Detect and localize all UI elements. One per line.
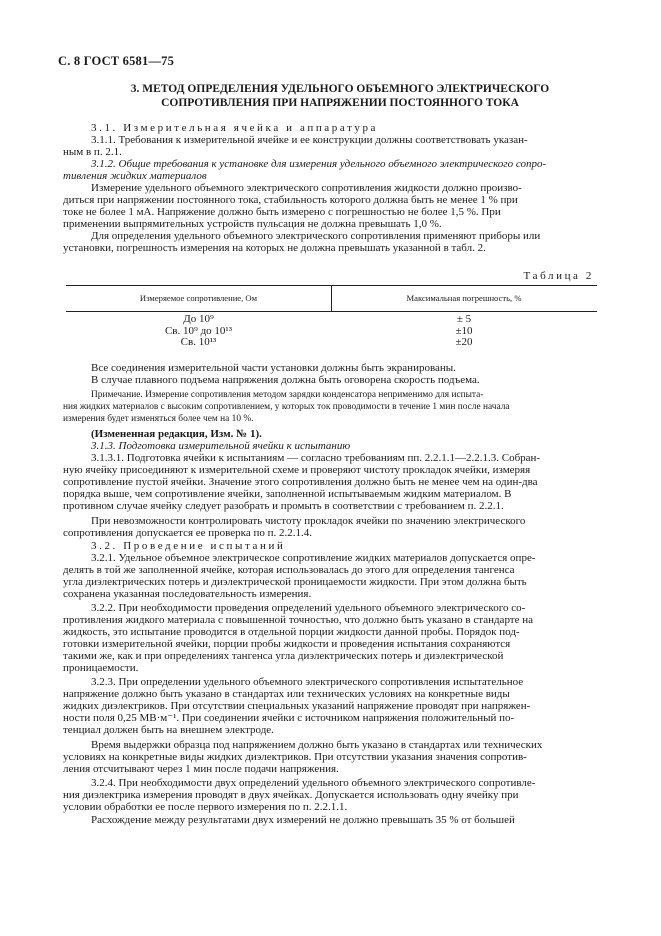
section-title-line-1: 3. МЕТОД ОПРЕДЕЛЕНИЯ УДЕЛЬНОГО ОБЪЕМНОГО ЭЛЕКТРИЧЕСКОГО <box>130 83 550 95</box>
text-line: применении выпрямительных устройств пульсация не должна превышать 1,0 %. <box>63 218 442 230</box>
text-line: сохранена указанная последовательность измерения. <box>63 588 312 600</box>
text-line: Все соединения измерительной части установки должны быть экранированы. <box>91 362 456 374</box>
text-line: 3.1.1. Требования к измерительной ячейке и ее конструкции должны соответствовать указан- <box>91 134 528 146</box>
text-line: условиях на конкретные виды жидких диэлектриков. При отсутствии указания значения сопротив- <box>63 751 527 763</box>
text-line: 3.1.2. Общие требования к установке для измерения удельного объемного электрического сопро- <box>91 158 547 170</box>
subsection-heading: 3.1. Измерительная ячейка и аппаратура <box>91 122 379 134</box>
table-cell-error: ±20 <box>455 336 473 348</box>
text-line: 3.2.3. При определении удельного объемного электрического сопротивления испытательное <box>91 676 524 688</box>
table-cell-range: До 10⁹ <box>183 313 214 325</box>
text-line: В случае плавного подъема напряжения должна быть оговорена скорость подъема. <box>91 374 480 386</box>
text-line: Измерение удельного объемного электрического сопротивления жидкости должно произво- <box>91 182 522 194</box>
text-line: тенциал должен быть на внешнем электроде. <box>63 724 274 736</box>
text-line: Время выдержки образца под напряжением должно быть указано в стандартах или технических <box>91 739 543 751</box>
text-line: угла диэлектрических потерь и диэлектрической проницаемости жидкости. При этом должна быть <box>63 576 527 588</box>
text-line: условии обработки ее после первого измерения по п. 2.2.1.1. <box>63 801 348 813</box>
note-line: ния жидких материалов с высоким сопротивлением, у которых ток проводимости в течение 1 мин после начала <box>63 402 510 412</box>
text-line: сопротивления допускается ее проверка по п. 2.2.1.4. <box>63 527 313 539</box>
text-line: напряжение должно быть указано в стандартах или технических условиях на конкретные виды <box>63 688 510 700</box>
table-cell-range: Св. 10⁹ до 10¹³ <box>164 324 233 337</box>
text-line: ния диэлектрика измерения проводят в двух ячейках. Допускается использовать одну ячейку при <box>63 789 519 801</box>
note-line: Примечание. Измерение сопротивления методом зарядки конденсатора неприменимо для испыта- <box>91 390 484 400</box>
text-line: диться при напряжении постоянного тока, стабильность которого должна быть не менее 1 % при <box>63 194 518 206</box>
text-line: такими же, как и при определениях тангенса угла диэлектрических потерь и диэлектрической <box>63 650 504 662</box>
table-caption: Таблица 2 <box>523 270 594 282</box>
table-col-header-error: Максимальная погрешность, % <box>406 293 522 303</box>
text-line: готовки измерительной ячейки, порции пробы жидкости и проведения испытания сохраняются <box>63 638 511 650</box>
table-cell-range: Св. 10¹³ <box>180 336 217 348</box>
text-line: жидких диэлектриков. При отсутствии специальных указаний напряжение проводят при напряжен- <box>63 700 531 712</box>
text-line: Расхождение между результатами двух измерений не должно превышать 35 % от большей <box>91 814 515 826</box>
subsection-heading: 3.1.3. Подготовка измерительной ячейки к испытанию <box>91 440 351 452</box>
table-cell-error: ± 5 <box>456 313 472 325</box>
subsection-heading: 3.2. Проведение испытаний <box>91 540 286 552</box>
text-line: делять в той же заполненной ячейке, которая использовалась до этого для определения тангенса <box>63 564 515 576</box>
text-line: 3.2.1. Удельное объемное электрическое сопротивление жидких материалов допускается опре- <box>91 552 536 564</box>
text-line: противном случае ячейку следует разобрать и промыть в соответствии с требованием п. 2.2.1. <box>63 500 504 512</box>
text-line: 3.2.2. При необходимости проведения определений удельного объемного электрического со- <box>91 602 526 614</box>
text-line: токе не более 1 мА. Напряжение должно быть измерено с погрешностью не более 1,5 %. При <box>63 206 501 218</box>
text-line: тивления жидких материалов <box>63 170 207 182</box>
text-line: установки, погрешность измерения на которых не должна превышать указанной в табл. 2. <box>63 242 486 254</box>
text-line: ную ячейку присоединяют к измерительной схеме и проверяют чистоту прокладок ячейки, измеряя <box>63 464 531 476</box>
text-line: ным в п. 2.1. <box>63 146 122 158</box>
note-line: измерения будет изменяться более чем на 10 %. <box>63 414 254 424</box>
text-line: противления жидкого материала с повышенной точностью, что должно быть указано в стандарте на <box>63 614 534 626</box>
text-line: проницаемости. <box>63 662 139 674</box>
text-line: 3.1.3.1. Подготовка ячейки к испытаниям — согласно требованиям пп. 2.2.1.1—2.2.1.3. Собран- <box>91 452 541 464</box>
table-header-rule <box>66 311 597 312</box>
text-line: порядка выше, чем сопротивление ячейки, заполненной испытываемым жидким материалом. В <box>63 488 512 500</box>
section-title-line-2: СОПРОТИВЛЕНИЯ ПРИ НАПРЯЖЕНИИ ПОСТОЯННОГО ТОКА <box>161 97 519 109</box>
text-line: сопротивление пустой ячейки. Значение этого сопротивления должно быть не менее чем на один-два <box>63 476 538 488</box>
amendment-note: (Измененная редакция, Изм. № 1). <box>91 428 262 440</box>
text-line: ности поля 0,25 МВ·м⁻¹. При соединении ячейки с источником напряжения положительный по- <box>63 712 515 724</box>
table-cell-error: ±10 <box>455 324 473 337</box>
text-line: жидкость, это испытание проводится в отдельной порции жидкости данной пробы. Порядок под- <box>63 626 520 638</box>
table-col-header-resistance: Измеряемое сопротивление, Ом <box>139 293 258 303</box>
page-header: С. 8 ГОСТ 6581—75 <box>58 54 175 68</box>
text-line: ления отсчитывают через 1 мин после подачи напряжения. <box>63 763 339 775</box>
text-line: 3.2.4. При необходимости двух определений удельного объемного электрического сопротивле- <box>91 777 536 789</box>
text-line: При невозможности контролировать чистоту прокладок ячейки по значению электрического <box>91 515 526 527</box>
text-line: Для определения удельного объемного электрического сопротивления применяют приборы или <box>91 230 541 242</box>
